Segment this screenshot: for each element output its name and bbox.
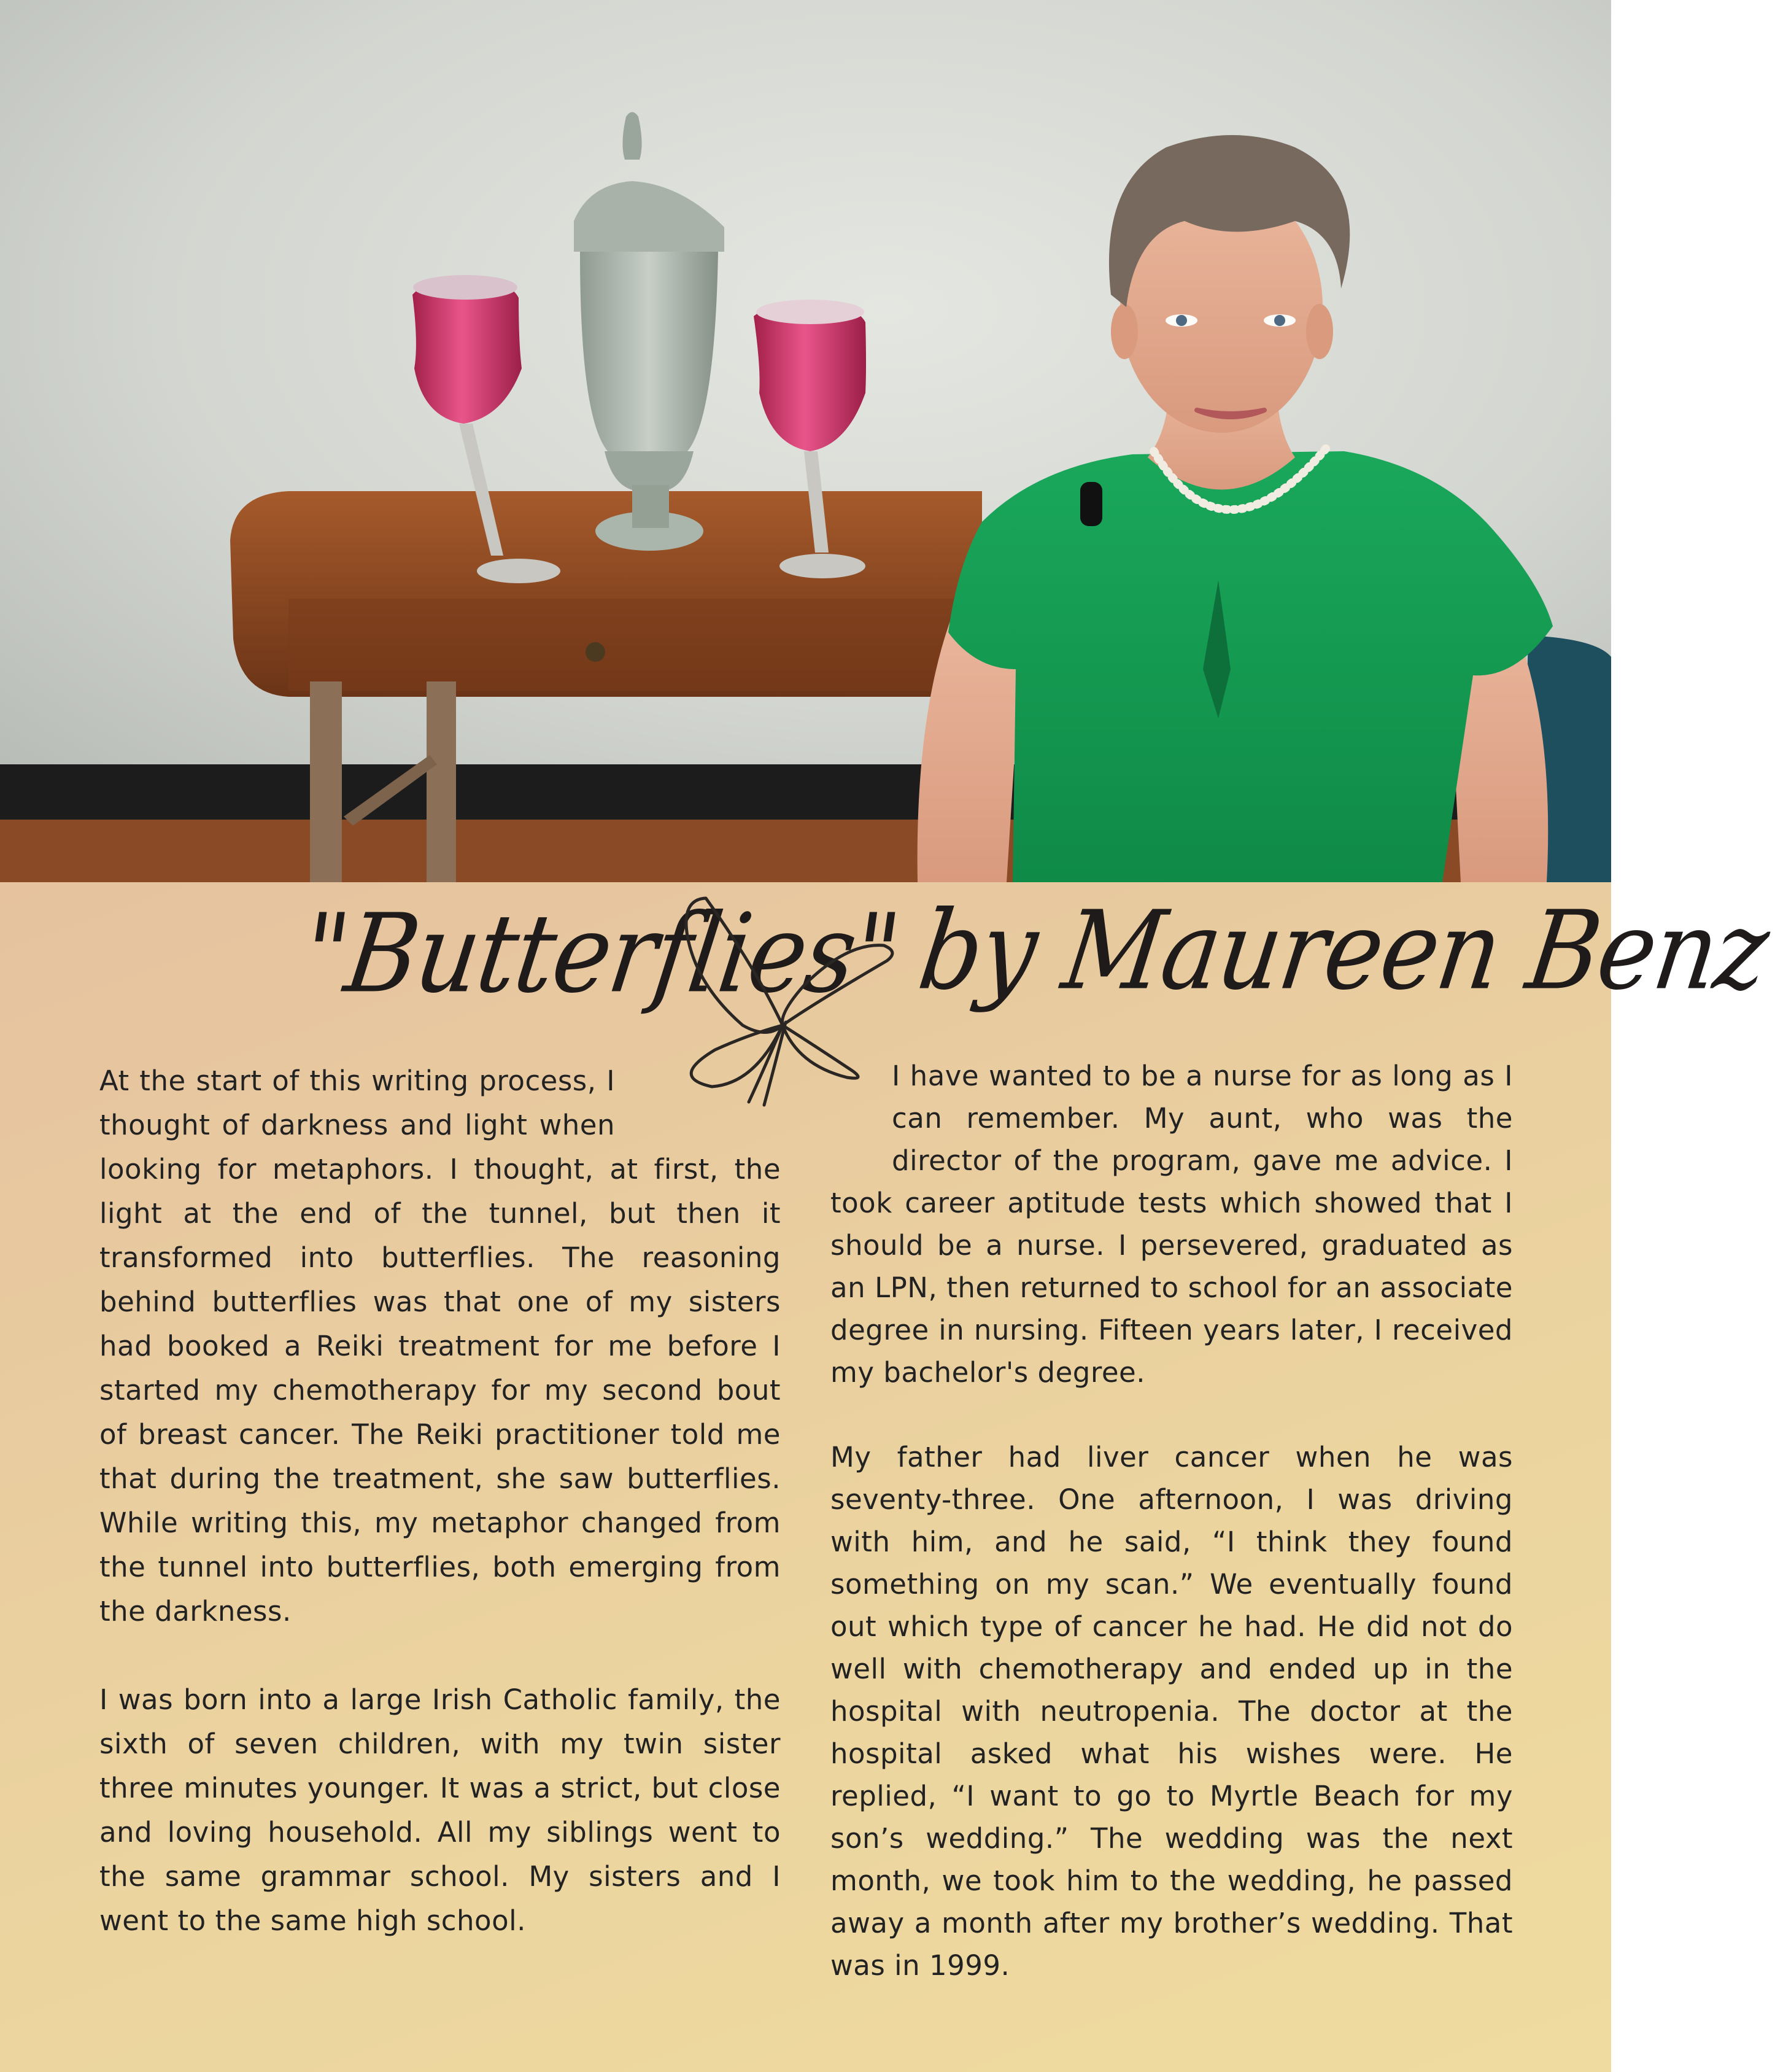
paragraph-4: My father had liver cancer when he was seventy-three. One afternoon, I was driving with him, and he said, “I think they found something on my scan.” We eventually found out which type of cancer he had. He did not do well with chemotherapy and ended up in the hospital with neutropenia. The doctor at the hospital asked what his wishes were. He replied, “I want to go to Myrtle Beach for my son’s wedding.” The wedding was the next month, we took him to the wedding, he passed away a month after my brother’s wedding. That was in 1999.: [830, 1441, 1513, 1982]
butterfly-wrap-space-right: [830, 1055, 892, 1141]
paragraph-3: [830, 1055, 1513, 1394]
paragraph-1: [99, 1059, 781, 1634]
article-byline: by Maureen Benz: [911, 887, 1775, 1015]
article-title: "Butterflies": [295, 890, 907, 1018]
paragraph-2: I was born into a large Irish Catholic family, the sixth of seven children, with my twin sister three minutes younger. It was a strict, but close and loving household. All my siblings went to the same grammar school. My sisters and I went to the same high school.: [99, 1683, 781, 1937]
author-photo: [0, 0, 1611, 882]
paragraph-1-text: At the start of this writing process, I thought of darkness and light when looking for metaphors. I thought, at first, the light at the end of the tunnel, but then it transformed into butterflies. The reasoning behind butterflies was that one of my sisters had booked a Reiki treatment for me before I started my chemotherapy for my second bout of breast cancer. The Reiki practitioner told me that during the treatment, she saw butterflies. While writing this, my metaphor changed from the tunnel into butterflies, both emerging from the darkness.: [99, 1065, 781, 1628]
paragraph-3-text: I have wanted to be a nurse for as long as I can remember. My aunt, who was the director of the program, gave me advice. I took career aptitude tests which showed that I should be a nurse. I persevered, graduated as an LPN, then returned to school for an associate degree in nursing. Fifteen years later, I received my bachelor's degree.: [830, 1060, 1513, 1389]
butterfly-wrap-space: [615, 1059, 781, 1147]
